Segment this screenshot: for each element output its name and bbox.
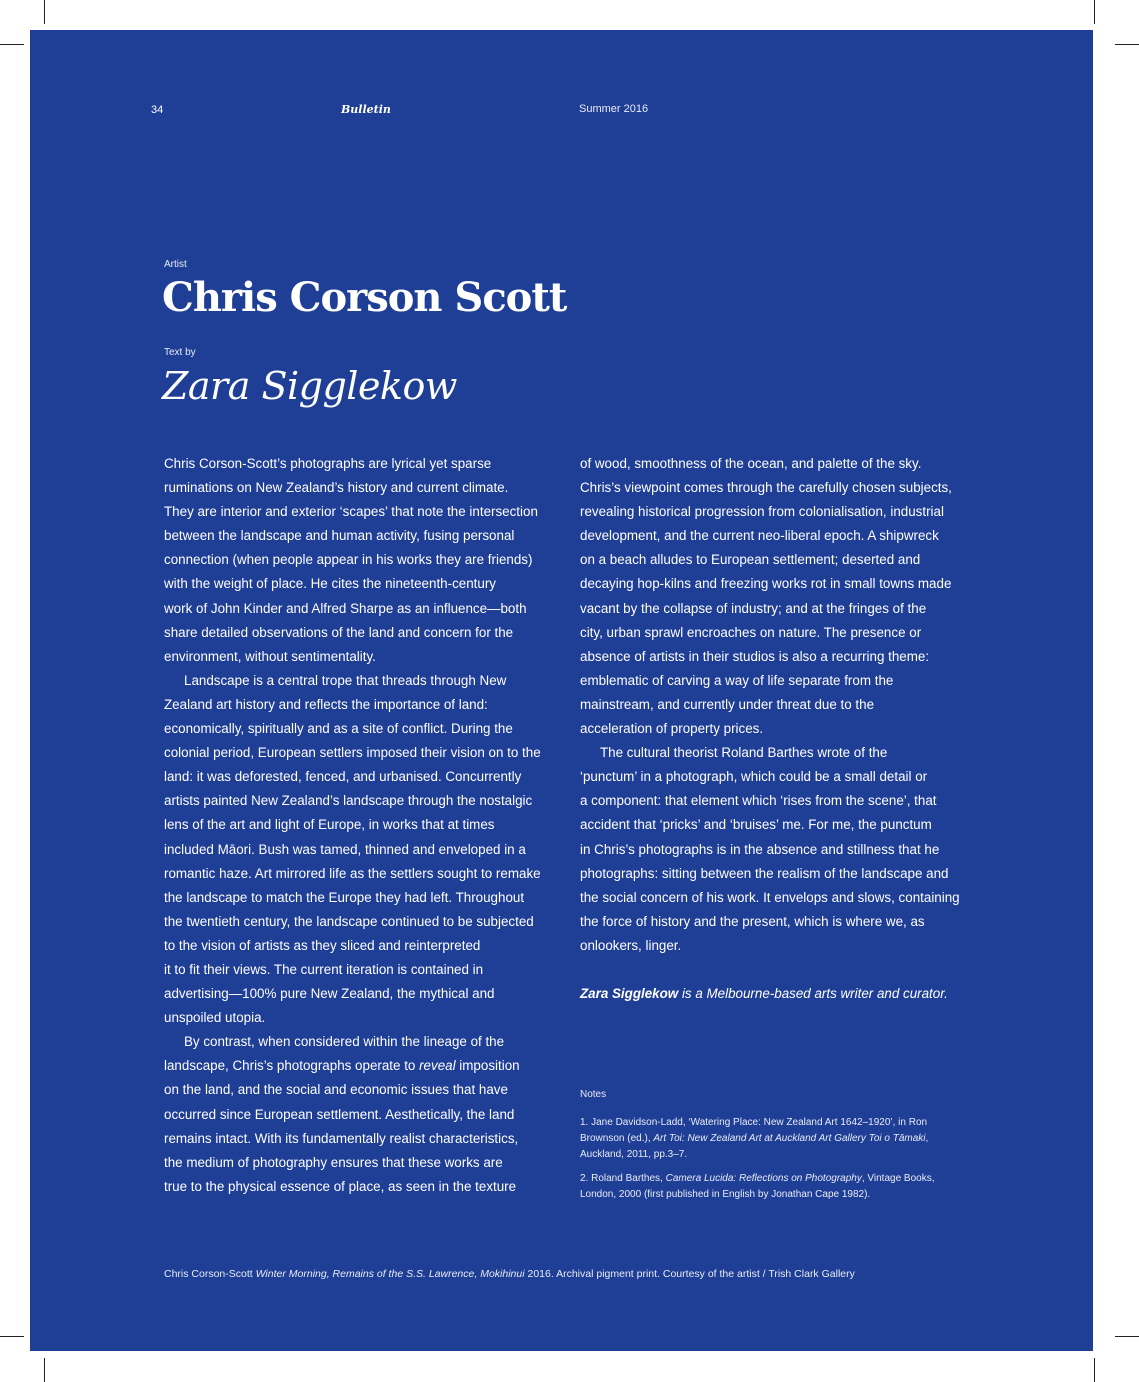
text-line: connection (when people appear in his works they are friends) (164, 552, 533, 568)
text-line: to the vision of artists as they sliced and reinterpreted (164, 937, 481, 953)
text-line: accident that ‘pricks’ and ‘bruises’ me. For me, the punctum (580, 817, 932, 833)
notes-section (580, 1087, 1000, 1211)
text-line: true to the physical essence of place, as seen in the texture (164, 1178, 517, 1194)
crop-mark (44, 1358, 45, 1382)
text-line: the landscape to match the Europe they had left. Throughout (164, 889, 525, 905)
text-line: Landscape is a central trope that threads through New (184, 672, 507, 688)
text-line: colonial period, European settlers imposed their vision on to the (164, 745, 541, 761)
text-line: Zealand art history and reflects the importance of land: (164, 696, 488, 712)
text-run: landscape, Chris’s photographs operate to (164, 1058, 420, 1074)
note-line (580, 1171, 1000, 1187)
note-item (580, 1115, 1000, 1163)
text-line: By contrast, when considered within the lineage of the (184, 1034, 505, 1050)
text-line: onlookers, linger. (580, 937, 682, 953)
text-line: decaying hop-kilns and freezing works rot in small towns made (580, 576, 952, 592)
text-line: unspoiled utopia. (164, 1010, 266, 1026)
text-line: the force of history and the present, which is where we, as (580, 913, 925, 929)
note-line: 1. Jane Davidson-Ladd, ‘Watering Place: New Zealand Art 1642–1920’, in Ron (580, 1117, 928, 1128)
text-line: mainstream, and currently under threat due to the (580, 696, 875, 712)
emphasis-text: reveal (419, 1058, 456, 1074)
crop-mark (1115, 44, 1139, 45)
text-line: between the landscape and human activity, fusing personal (164, 528, 515, 544)
text-line: land: it was deforested, fenced, and urbanised. Concurrently (164, 769, 522, 785)
text-line: it to fit their views. The current iteration is contained in (164, 961, 484, 977)
page-panel (30, 30, 1093, 1351)
text-run: imposition (455, 1058, 520, 1074)
publication-title: Bulletin (341, 103, 391, 116)
text-line: the twentieth century, the landscape continued to be subjected (164, 913, 534, 929)
text-line: acceleration of property prices. (580, 721, 764, 737)
note-line: Auckland, 2011, pp.3–7. (580, 1149, 688, 1160)
text-line: lens of the art and light of Europe, in works that at times (164, 817, 495, 833)
text-line: emblematic of carving a way of life separate from the (580, 672, 894, 688)
text-line: environment, without sentimentality. (164, 648, 376, 664)
caption-work-title: Winter Morning, Remains of the S.S. Lawrence, Mokihinui (255, 1268, 525, 1280)
text-line: of wood, smoothness of the ocean, and palette of the sky. (580, 456, 922, 471)
note-book-title: Art Toi: New Zealand Art at Auckland Art Gallery Toi o Tāmaki (653, 1133, 926, 1144)
note-line (580, 1131, 1000, 1147)
text-line: The cultural theorist Roland Barthes wrote of the (600, 745, 888, 761)
caption-artist: Chris Corson-Scott (164, 1268, 256, 1280)
text-run: , Vintage Books, (861, 1173, 935, 1184)
text-line: revealing historical progression from colonialisation, industrial (580, 504, 944, 520)
text-line: artists painted New Zealand’s landscape through the nostalgic (164, 793, 533, 809)
text-line: the medium of photography ensures that these works are (164, 1154, 503, 1170)
text-line: Chris’s viewpoint comes through the carefully chosen subjects, (580, 480, 952, 496)
text-line: absence of artists in their studios is also a recurring theme: (580, 648, 930, 664)
text-line: development, and the current neo-liberal epoch. A shipwreck (580, 528, 939, 544)
text-line: share detailed observations of the land and concern for the (164, 624, 514, 640)
text-line: with the weight of place. He cites the nineteenth-century (164, 576, 496, 592)
note-line: London, 2000 (first published in English by Jonathan Cape 1982). (580, 1189, 871, 1200)
text-line: ‘punctum’ in a photograph, which could be a small detail or (580, 769, 928, 785)
crop-mark (1094, 0, 1095, 24)
crop-mark (44, 0, 45, 24)
article-column-right (580, 452, 990, 1006)
note-item (580, 1171, 1000, 1203)
text-line: They are interior and exterior ‘scapes’ that note the intersection (164, 504, 538, 520)
text-line: occurred since European settlement. Aesthetically, the land (164, 1106, 515, 1122)
author-name-heading: Zara Sigglekow (162, 364, 457, 408)
text-line: city, urban sprawl encroaches on nature. The presence or (580, 624, 922, 640)
text-line: economically, spiritually and as a site of conflict. During the (164, 721, 513, 737)
text-run: Brownson (ed.), (580, 1133, 654, 1144)
artist-label: Artist (164, 259, 187, 270)
text-line: the social concern of his work. It envelops and slows, containing (580, 889, 960, 905)
crop-mark (0, 1336, 24, 1337)
text-line: Chris Corson-Scott’s photographs are lyrical yet sparse (164, 456, 492, 471)
image-caption (164, 1268, 855, 1280)
text-line: advertising—100% pure New Zealand, the mythical and (164, 986, 495, 1002)
page-number: 34 (151, 104, 164, 116)
caption-details: 2016. Archival pigment print. Courtesy of the artist / Trish Clark Gallery (524, 1268, 855, 1280)
text-line: vacant by the collapse of industry; and at the fringes of the (580, 600, 927, 616)
artist-name-heading: Chris Corson Scott (162, 274, 567, 321)
author-bio (580, 982, 990, 1006)
text-by-label: Text by (164, 347, 196, 358)
issue-season: Summer 2016 (579, 103, 649, 115)
text-line: photographs: sitting between the realism of the landscape and (580, 865, 949, 881)
crop-mark (0, 44, 24, 45)
text-line (164, 1054, 574, 1078)
crop-mark (1115, 1336, 1139, 1337)
text-line: on a beach alludes to European settlement; deserted and (580, 552, 921, 568)
text-run: 2. Roland Barthes, (580, 1173, 666, 1184)
crop-mark (1094, 1358, 1095, 1382)
notes-heading: Notes (580, 1089, 607, 1100)
text-line: work of John Kinder and Alfred Sharpe as an influence—both (164, 600, 527, 616)
text-line: romantic haze. Art mirrored life as the settlers sought to remake (164, 865, 541, 881)
text-line: included Māori. Bush was tamed, thinned and enveloped in a (164, 841, 526, 857)
text-line: on the land, and the social and economic issues that have (164, 1082, 508, 1098)
note-book-title: Camera Lucida: Reflections on Photography (665, 1173, 862, 1184)
paragraph-gap (580, 958, 990, 982)
author-bio-name: Zara Sigglekow (580, 986, 679, 1002)
text-line: remains intact. With its fundamentally realist characteristics, (164, 1130, 519, 1146)
text-line: ruminations on New Zealand’s history and current climate. (164, 480, 509, 496)
text-run: , (925, 1133, 929, 1144)
author-bio-text: is a Melbourne-based arts writer and curator. (678, 986, 948, 1002)
text-line: in Chris’s photographs is in the absence and stillness that he (580, 841, 940, 857)
text-line: a component: that element which ‘rises from the scene’, that (580, 793, 937, 809)
article-column-left (164, 452, 574, 1199)
